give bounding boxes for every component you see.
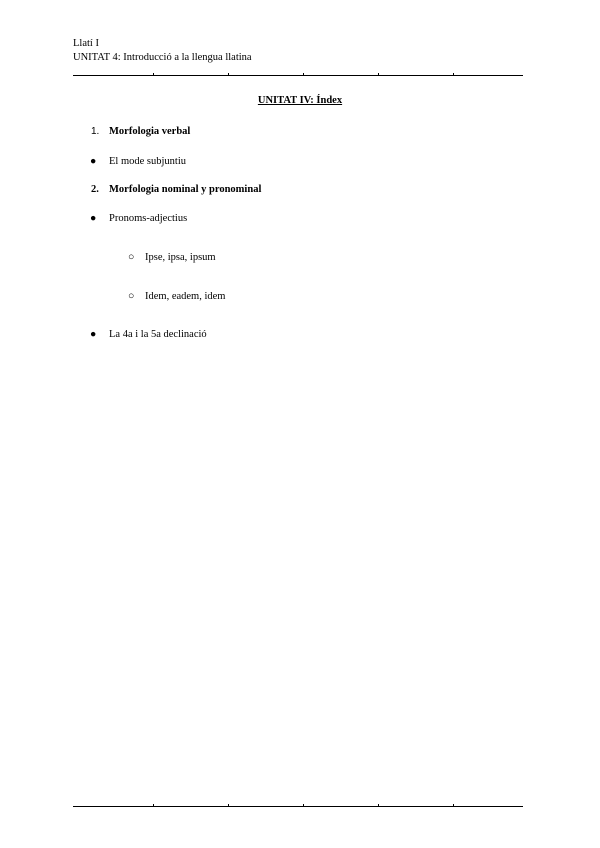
list-item-heading: Morfologia nominal y pronominal [109,184,262,195]
rule-tick [228,73,229,76]
list-item: El mode subjuntiu [109,156,186,167]
list-number: 2. [91,184,99,195]
rule-tick [303,804,304,807]
rule-tick [453,73,454,76]
rule-tick [453,804,454,807]
list-sub-item: Ipse, ipsa, ipsum [145,252,216,263]
page-title: UNITAT IV: Índex [257,95,343,106]
rule-tick [228,804,229,807]
rule-tick [303,73,304,76]
rule-tick [378,804,379,807]
list-item-heading: Morfologia verbal [109,126,191,137]
sub-bullet-icon: ○ [128,291,135,302]
header-rule [73,75,523,76]
list-sub-item: Idem, eadem, idem [145,291,226,302]
header-unit: UNITAT 4: Introducció a la llengua llatina [73,52,252,63]
footer-rule [73,806,523,807]
bullet-icon: ● [90,156,97,167]
sub-bullet-icon: ○ [128,252,135,263]
rule-tick [378,73,379,76]
bullet-icon: ● [90,213,97,224]
list-item: Pronoms-adjectius [109,213,188,224]
bullet-icon: ● [90,329,97,340]
page-header [73,37,252,65]
list-item: La 4a i la 5a declinació [109,329,207,340]
rule-tick [153,73,154,76]
header-course: Llatí I [73,38,99,49]
rule-tick [153,804,154,807]
list-number: 1. [91,126,100,137]
